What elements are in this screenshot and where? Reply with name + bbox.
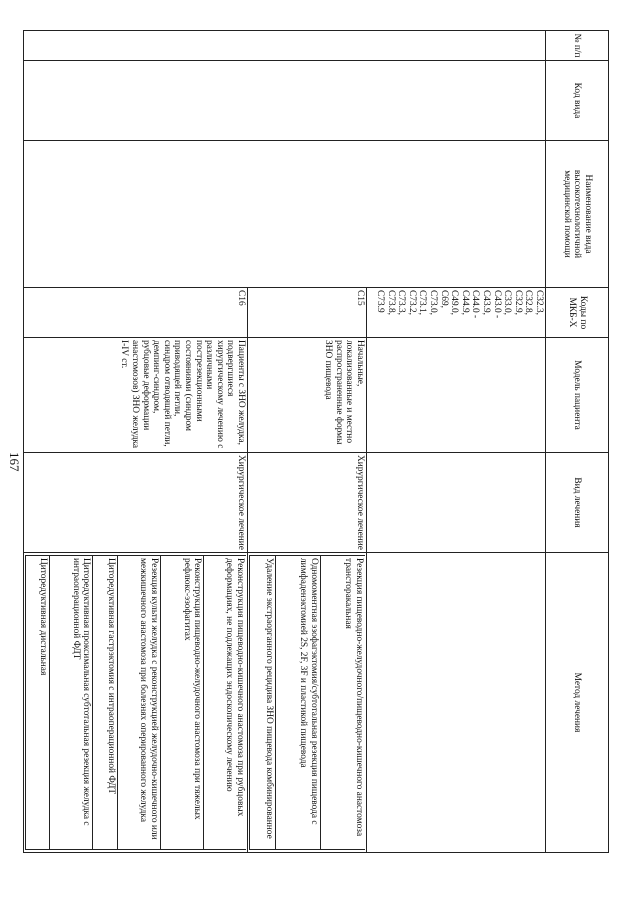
header-treatment-kind: Вид лечения [546, 453, 609, 553]
methods-list-c15 [249, 555, 365, 850]
code-item: C73.9 [375, 290, 386, 313]
cell-model-c15: Начальные, локализованные и местно распространенные формы ЗНО пищевода [248, 338, 367, 453]
code-item: C69, [438, 290, 449, 308]
header-icd: Коды по МКБ-Х [546, 288, 609, 338]
header-type-code: Код вида [546, 61, 609, 141]
method-item: Резекция культи желудка с реконструкцией желудочно-кишечного или межкишечного анастомоза при болезнях оперированного желудка [117, 556, 160, 850]
code-item: C49.0, [449, 290, 460, 316]
cell-code-c16: C16 [24, 288, 248, 338]
method-item: Циторедуктивная дистальная [26, 556, 50, 850]
table-row [367, 31, 546, 853]
code-item: C43.9, [481, 290, 492, 316]
header-patient-model: Модель пациента [546, 338, 609, 453]
method-item: Циторедуктивная гастрэктомия с интраоперационной ФДТ [93, 556, 117, 850]
method-item: Циторедуктивная проксимальная субтотальная резекция желудка с интраоперационной ФДТ [50, 556, 93, 850]
code-item: C43.0 - [491, 290, 502, 319]
method-item: Реконструкция пищеводно-желудочного анастомоза при тяжелых рефлюкс-эзофагитах [160, 556, 203, 850]
header-treatment-method: Метод лечения [546, 553, 609, 853]
cell-kind-empty [367, 453, 546, 553]
header-type-name: Наименование вида высокотехнологичной медицинской помощи [546, 141, 609, 288]
cell-codes-list [367, 288, 546, 338]
code-item: C32.9, [512, 290, 523, 316]
code-item: C73.8, [385, 290, 396, 316]
page-number: 167 [7, 452, 22, 472]
code-item: C73.1, [417, 290, 428, 316]
cell-kind-c16: Хирургическое лечение [24, 453, 248, 553]
cell-code-c15: C15 [248, 288, 367, 338]
code-item: C44.9, [459, 290, 470, 316]
medical-care-table [23, 30, 609, 853]
cell-methods-c15 [248, 553, 367, 853]
code-item: C32.8, [523, 290, 534, 316]
cell-kind-c15: Хирургическое лечение [248, 453, 367, 553]
code-item: C44.0 - [470, 290, 481, 319]
rotated-table-container [31, 30, 609, 852]
table-header-row [546, 31, 609, 853]
cell-type-name [24, 141, 546, 288]
method-item: Удаление экстраорганного рецидива ЗНО пищевода комбинированное [250, 556, 276, 850]
cell-num [24, 31, 546, 61]
method-item: Одномоментная эзофагэктомия/субтотальная резекция пищевода с лимфаденэктомией 2S, 2F, 3F и пластикой пищевода [275, 556, 320, 850]
code-item: C73.3, [396, 290, 407, 316]
code-item: C73.2, [406, 290, 417, 316]
method-item: Резекция пищеводно-желудочного/пищеводно-кишечного анастомоза трансторакальная [321, 556, 366, 850]
cell-model-empty [367, 338, 546, 453]
cell-methods-c16 [24, 553, 248, 853]
cell-type-code [24, 61, 546, 141]
method-item: Реконструкция пищеводно-кишечного анастомоза при рубцовых деформациях, не подлежащих эндоскопическому лечению [204, 556, 246, 850]
cell-method-empty [367, 553, 546, 853]
code-item: C73.0, [428, 290, 439, 316]
code-item: C33.0, [502, 290, 513, 316]
cell-model-c16: Пациенты с ЗНО желудка, подвергшиеся хирургическому лечению с различными пострезекционными состояниями (синдром приводящей петли, синдром отводящей петли, демпинг-синдром, рубцовые деформации анастомозов) ЗНО желудка I-IV ст. [24, 338, 248, 453]
methods-list-c16 [25, 555, 246, 850]
header-num: № п/п [546, 31, 609, 61]
code-item: C32.3, [534, 290, 544, 316]
